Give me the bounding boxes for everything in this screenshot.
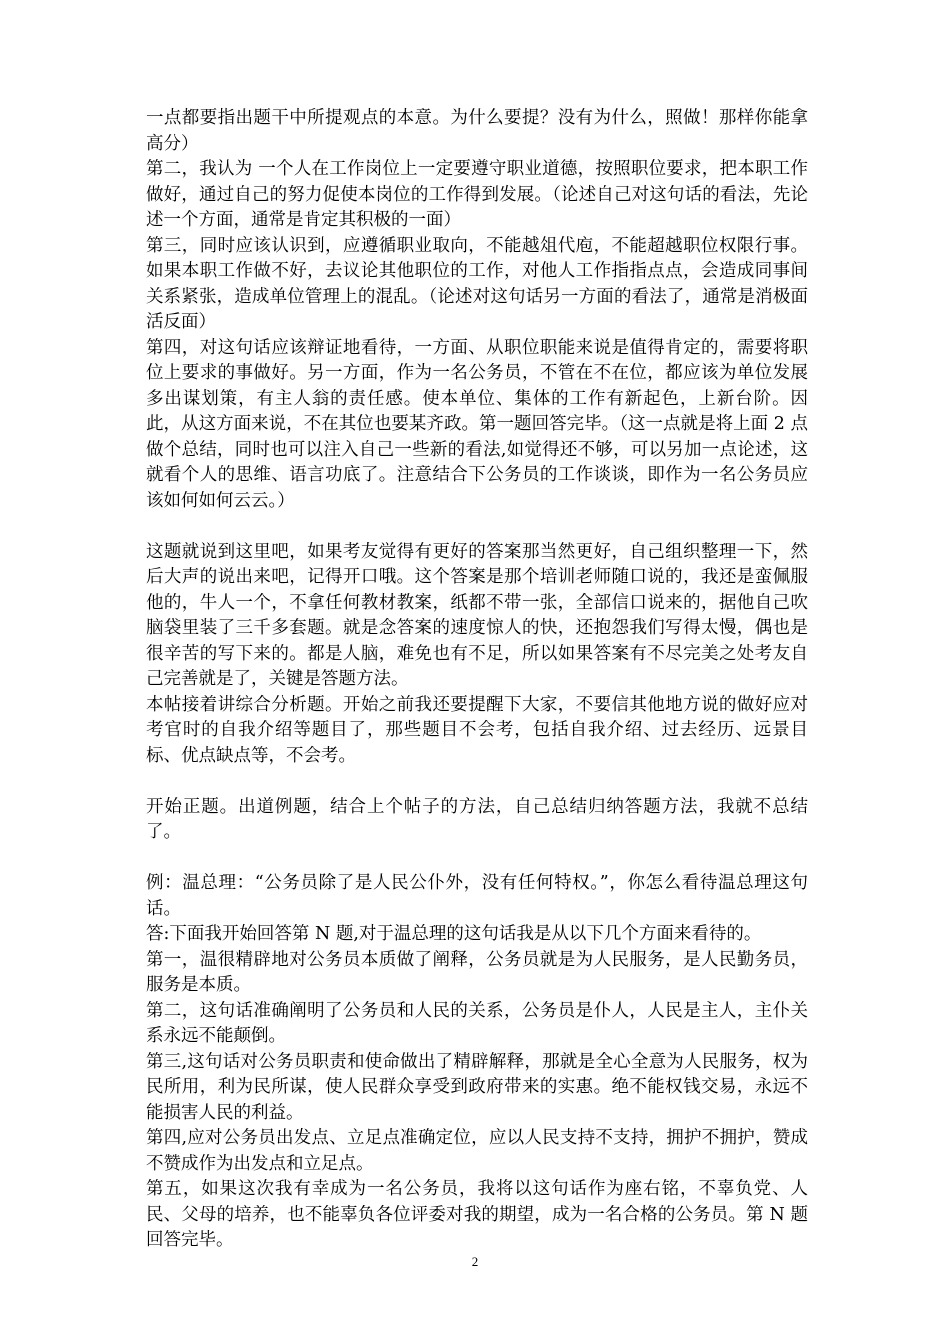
paragraph: 一点都要指出题干中所提观点的本意。为什么要提？没有为什么，照做！那样你能拿高分） (146, 108, 808, 154)
page-number: 2 (471, 1254, 479, 1269)
answer-point: 第二，这句话准确阐明了公务员和人民的关系，公务员是仆人，人民是主人，主仆关系永远不能颠倒。 (146, 1000, 808, 1046)
answer-point: 第四,应对公务员出发点、立足点准确定位，应以人民支持不支持，拥护不拥护，赞成不赞成作为出发点和立足点。 (146, 1128, 808, 1174)
answer-point: 第三,这句话对公务员职责和使命做出了精辟解释，那就是全心全意为人民服务，权为民所用，利为民所谋，使人民群众享受到政府带来的实惠。绝不能权钱交易，永远不能损害人民的利益。 (146, 1051, 808, 1123)
paragraph: 第四，对这句话应该辩证地看待，一方面、从职位职能来说是值得肯定的，需要将职位上要求的事做好。另一方面，作为一名公务员，不管在不在位，都应该为单位发展多出谋划策，有主人翁的责任感。使本单位、集体的工作有新起色，上新台阶。因此，从这方面来说，不在其位也要某齐政。第一题回答完毕。（这一点就是将上面 2 点做个总结，同时也可以注入自己一些新的看法,如觉得还不够，可以另加一点论述，这就看个人的思维、语言功底了。注意结合下公务员的工作谈谈，即作为一名公务员应该如何如何云云。） (146, 337, 808, 511)
paragraph: 第二，我认为 一个人在工作岗位上一定要遵守职业道德，按照职位要求，把本职工作做好，通过自己的努力促使本岗位的工作得到发展。（论述自己对这句话的看法，先论述一个方面，通常是肯定其积极的一面） (146, 159, 808, 230)
paragraph: 本帖接着讲综合分析题。开始之前我还要提醒下大家，不要信其他地方说的做好应对考官时的自我介绍等题目了，那些题目不会考，包括自我介绍、过去经历、远景目标、优点缺点等，不会考。 (146, 694, 808, 766)
answer-intro: 答:下面我开始回答第 N 题,对于温总理的这句话我是从以下几个方面来看待的。 (146, 924, 762, 944)
blank-line (146, 846, 808, 872)
paragraph: 这题就说到这里吧，如果考友觉得有更好的答案那当然更好，自己组织整理一下，然后大声的说出来吧，记得开口哦。这个答案是那个培训老师随口说的，我还是蛮佩服他的，牛人一个，不拿任何教材教案，纸都不带一张，全部信口说来的，据他自己吹脑袋里装了三千多套题。就是念答案的速度惊人的快，还抱怨我们写得太慢，偶也是很辛苦的写下来的。都是人脑，难免也有不足，所以如果答案有不尽完美之处考友自己完善就是了，关键是答题方法。 (146, 541, 808, 689)
document-body (146, 106, 808, 1254)
paragraph: 第三，同时应该认识到，应遵循职业取向，不能越俎代庖，不能超越职位权限行事。如果本职工作做不好，去议论其他职位的工作，对他人工作指指点点，会造成同事间关系紧张，造成单位管理上的混乱。（论述对这句话另一方面的看法了，通常是消极面活反面） (146, 235, 808, 332)
paragraph: 开始正题。出道例题，结合上个帖子的方法，自己总结归纳答题方法，我就不总结了。 (146, 796, 808, 842)
blank-line (146, 769, 808, 795)
answer-point: 第一，温很精辟地对公务员本质做了阐释，公务员就是为人民服务，是人民勤务员，服务是本质。 (146, 949, 808, 995)
answer-point: 第五，如果这次我有幸成为一名公务员，我将以这句话作为座右铭，不辜负党、人民、父母的培养，也不能辜负各位评委对我的期望，成为一名合格的公务员。第 N 题回答完毕。 (146, 1179, 808, 1250)
example-question: 例：温总理：“公务员除了是人民公仆外，没有任何特权。”，你怎么看待温总理这句话。 (146, 873, 808, 919)
blank-line (146, 514, 808, 540)
